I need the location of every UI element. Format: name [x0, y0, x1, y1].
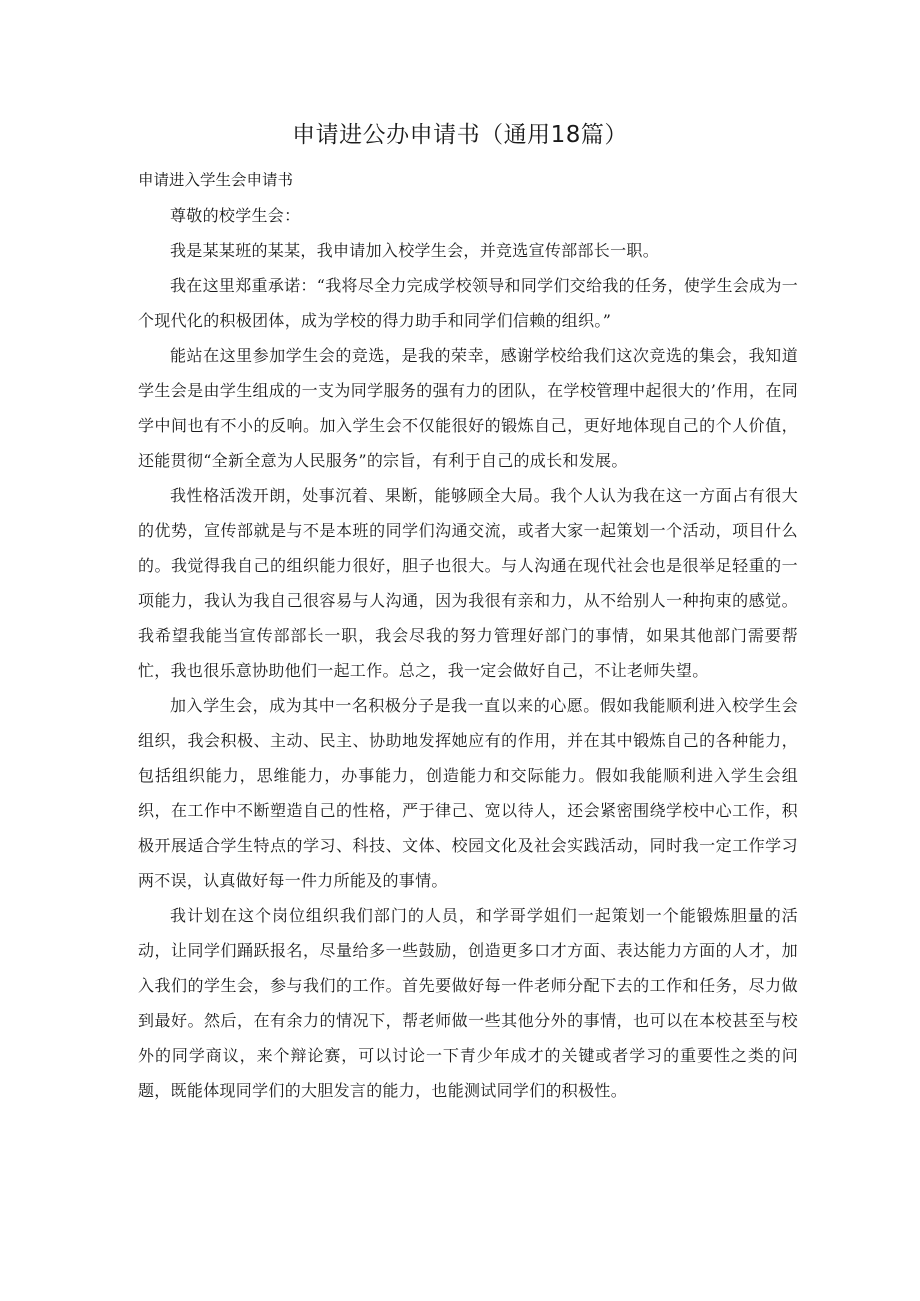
paragraph: 我性格活泼开朗，处事沉着、果断，能够顾全大局。我个人认为我在这一方面占有很大的优势，宣传部就是与不是本班的同学们沟通交流，或者大家一起策划一个活动，项目什么的。我觉得我自己的组织能力很好，胆子也很大。与人沟通在现代社会也是很举足轻重的一项能力，我认为我自己很容易与人沟通，因为我很有亲和力，从不给别人一种拘束的感觉。我希望我能当宣传部部长一职，我会尽我的努力管理好部门的事情，如果其他部门需要帮忙，我也很乐意协助他们一起工作。总之，我一定会做好自己，不让老师失望。 [138, 486, 798, 680]
paragraph: 我是某某班的某某，我申请加入校学生会，并竞选宣传部部长一职。 [170, 241, 660, 260]
paragraph: 我计划在这个岗位组织我们部门的人员，和学哥学姐们一起策划一个能锻炼胆量的活动，让同学们踊跃报名，尽量给多一些鼓励，创造更多口才方面、表达能力方面的人才，加入我们的学生会，参与我们的工作。首先要做好每一件老师分配下去的工作和任务，尽力做到最好。然后，在有余力的情况下，帮老师做一些其他分外的事情，也可以在本校甚至与校外的同学商议，来个辩论赛，可以讨论一下青少年成才的关键或者学习的重要性之类的问题，既能体现同学们的大胆发言的能力，也能测试同学们的积极性。 [138, 906, 798, 1100]
salutation: 尊敬的校学生会： [170, 206, 301, 225]
paragraph: 我在这里郑重承诺：“我将尽全力完成学校领导和同学们交给我的任务，使学生会成为一个现代化的积极团体，成为学校的得力助手和同学们信赖的组织。” [138, 276, 798, 330]
paragraph: 加入学生会，成为其中一名积极分子是我一直以来的心愿。假如我能顺利进入校学生会组织，我会积极、主动、民主、协助地发挥她应有的作用，并在其中锻炼自己的各种能力，包括组织能力，思维能力，办事能力，创造能力和交际能力。假如我能顺利进入学生会组织，在工作中不断塑造自己的性格，严于律己、宽以待人，还会紧密围绕学校中心工作，积极开展适合学生特点的学习、科技、文体、校园文化及社会实践活动，同时我一定工作学习两不误，认真做好每一件力所能及的事情。 [138, 696, 798, 890]
document-subtitle: 申请进入学生会申请书 [138, 171, 294, 189]
document-body [138, 198, 798, 1108]
document-title: 申请进公办申请书（通用18篇） [292, 122, 628, 148]
paragraph: 能站在这里参加学生会的竞选，是我的荣幸，感谢学校给我们这次竞选的集会，我知道学生会是由学生组成的一支为同学服务的强有力的团队，在学校管理中起很大的’作用，在同学中间也有不小的反响。加入学生会不仅能很好的锻炼自己，更好地体现自己的个人价值，还能贯彻“全新全意为人民服务”的宗旨，有利于自己的成长和发展。 [138, 346, 798, 470]
